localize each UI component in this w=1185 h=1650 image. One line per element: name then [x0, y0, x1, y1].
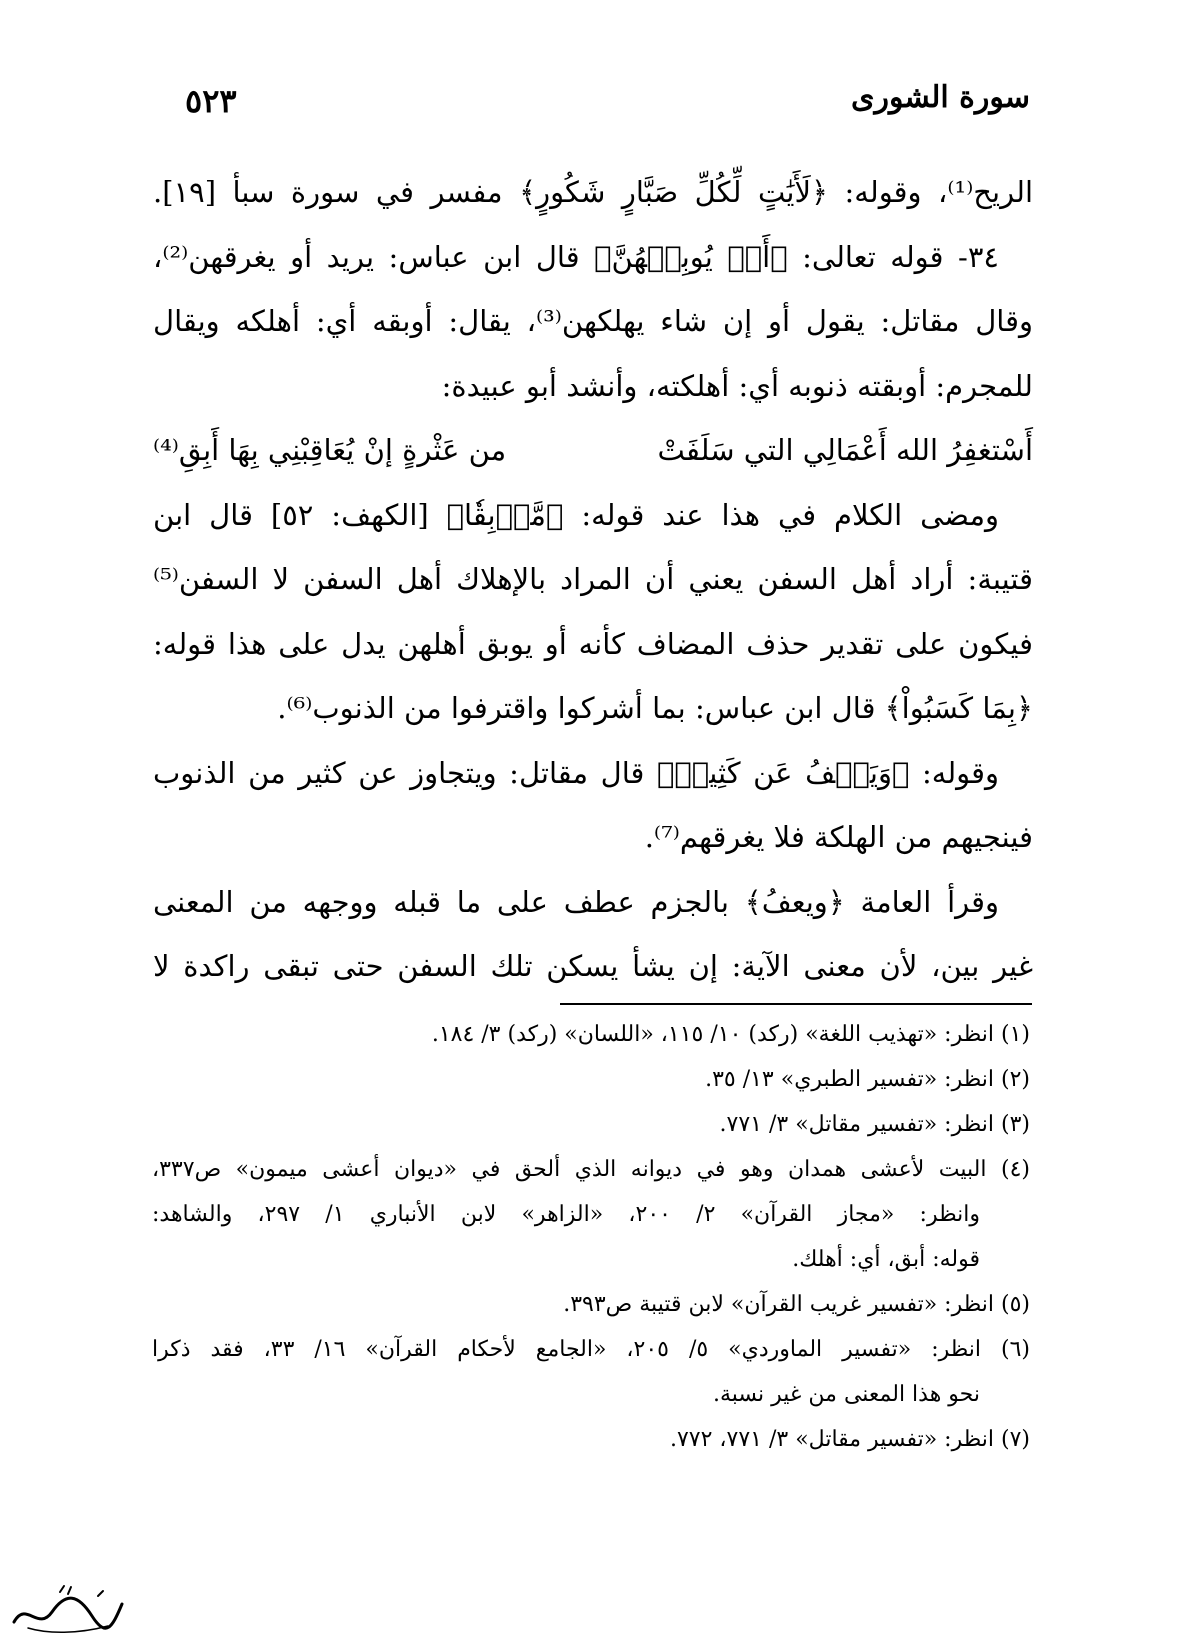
verse-hemistich-second: من عَثْرةٍ إنْ يُعَاقِبْنِي بِهَا أَبِقِ⁽⁴⁾: [153, 433, 507, 467]
body-line: وقال مقاتل: يقول أو إن شاء يهلكهن⁽³⁾، يقال: أوبقه أي: أهلكه ويقال: [153, 304, 1033, 338]
body-line: ومضى الكلام في هذا عند قوله: ﴿مَّوۡبِقٗا﴾ [الكهف: ٥٢] قال ابن: [153, 497, 999, 532]
footnote-4-continuation: وانظر: «مجاز القرآن» ٢/ ٢٠٠، «الزاهر» لابن الأنباري ١/ ٢٩٧، والشاهد:: [152, 1202, 981, 1227]
verse-hemistich-first: أَسْتغفِرُ الله أَعْمَالِي التي سَلَفَتْ: [657, 433, 1033, 467]
body-line: للمجرم: أوبقته ذنوبه أي: أهلكته، وأنشد أبو عبيدة:: [441, 368, 1033, 403]
footnote-separator: [560, 1003, 1032, 1005]
footnote-2: (٢) انظر: «تفسير الطبري» ١٣/ ٣٥.: [705, 1067, 1030, 1092]
footnote-5: (٥) انظر: «تفسير غريب القرآن» لابن قتيبة ص٣٩٣.: [563, 1292, 1030, 1317]
body-line: فينجيهم من الهلكة فلا يغرقهم⁽⁷⁾.: [644, 820, 1033, 854]
running-title: سورة الشورى: [851, 80, 1030, 115]
footnote-1: (١) انظر: «تهذيب اللغة» (ركد) ١٠/ ١١٥، «اللسان» (ركد) ٣/ ١٨٤.: [431, 1022, 1030, 1047]
footnote-6: (٦) انظر: «تفسير الماوردي» ٥/ ٢٠٥، «الجامع لأحكام القرآن» ١٦/ ٣٣، فقد ذكرا: [152, 1337, 1030, 1362]
footnote-4-continuation: قوله: أبق، أي: أهلك.: [792, 1247, 980, 1272]
body-line: فيكون على تقدير حذف المضاف كأنه أو يوبق أهلهن يدل على هذا قوله:: [153, 626, 1033, 661]
body-line: غير بين، لأن معنى الآية: إن يشأ يسكن تلك السفن حتى تبقى راكدة لا: [153, 949, 1033, 983]
body-line: وقوله: ﴿وَيَعۡفُ عَن كَثِيرٖ﴾ قال مقاتل: ويتجاوز عن كثير من الذنوب: [153, 755, 999, 790]
footnotes: [152, 1012, 1030, 1462]
body-line: وقرأ العامة ﴿ويعفُ﴾ بالجزم عطف على ما قبله ووجهه من المعنى: [153, 884, 999, 919]
body-text: [153, 160, 1033, 999]
footnote-6-continuation: نحو هذا المعنى من غير نسبة.: [712, 1382, 980, 1407]
body-line: قتيبة: أراد أهل السفن يعني أن المراد بالإهلاك أهل السفن لا السفن⁽⁵⁾: [153, 562, 1033, 596]
footnote-7: (٧) انظر: «تفسير مقاتل» ٣/ ٧٧١، ٧٧٢.: [669, 1427, 1030, 1452]
publisher-logo: [8, 1582, 128, 1637]
footnote-4: (٤) البيت لأعشى همدان وهو في ديوانه الذي ألحق في «ديوان أعشى ميمون» ص٣٣٧،: [152, 1157, 1030, 1182]
page-number: ٥٢٣: [185, 82, 237, 120]
poetry-verse: [153, 418, 1033, 483]
body-line: الريح⁽¹⁾، وقوله: ﴿لَأَيَٰتٍ لِّكُلِّ صَبَّارٍ شَكُورٍ﴾ مفسر في سورة سبأ [١٩].: [153, 175, 1033, 209]
footnote-3: (٣) انظر: «تفسير مقاتل» ٣/ ٧٧١.: [719, 1112, 1030, 1137]
body-line: ﴿بِمَا كَسَبُواْ﴾ قال ابن عباس: بما أشركوا واقترفوا من الذنوب⁽⁶⁾.: [277, 691, 1033, 725]
body-line: ٣٤- قوله تعالى: ﴿أَوۡ يُوبِقۡهُنَّ﴾ قال ابن عباس: يريد أو يغرقهن⁽²⁾،: [153, 239, 999, 274]
